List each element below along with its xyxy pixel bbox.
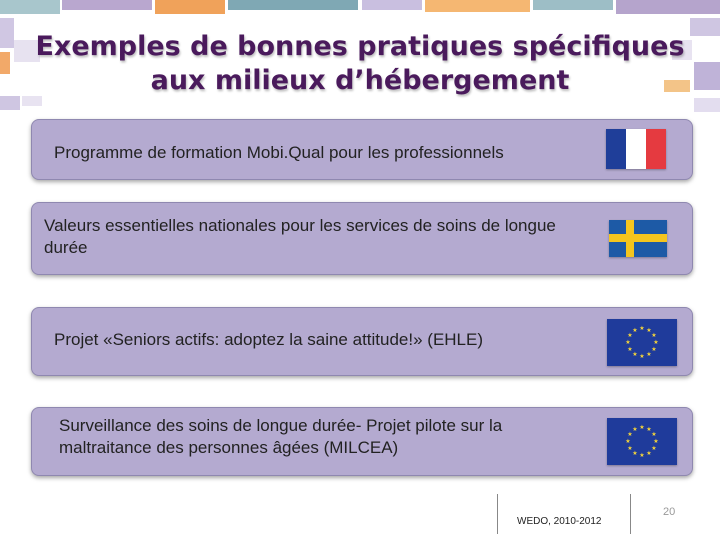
svg-text:★: ★ [625, 438, 631, 445]
practice-card-sweden-values [31, 202, 693, 275]
svg-text:★: ★ [651, 346, 657, 353]
page-number: 20 [663, 506, 676, 518]
svg-text:★: ★ [632, 426, 638, 433]
practice-card-milcea [31, 407, 693, 476]
svg-text:★: ★ [639, 452, 645, 459]
svg-text:★: ★ [627, 445, 633, 452]
svg-text:★: ★ [646, 450, 652, 457]
svg-text:★: ★ [646, 426, 652, 433]
svg-text:★: ★ [639, 353, 645, 360]
eu-flag-icon [607, 418, 677, 465]
svg-text:★: ★ [651, 431, 657, 438]
svg-text:★: ★ [639, 424, 645, 431]
svg-text:★: ★ [627, 346, 633, 353]
slide-title [0, 30, 720, 98]
practice-card-mobiqual [31, 119, 693, 180]
practice-card-text: Surveillance des soins de longue durée- Projet pilote sur la maltraitance des personnes âgées (MILCEA) [59, 416, 503, 457]
svg-text:★: ★ [639, 325, 645, 332]
svg-text:★: ★ [646, 327, 652, 334]
svg-text:★: ★ [632, 351, 638, 358]
practice-card-text: Projet «Seniors actifs: adoptez la saine attitude!» (EHLE) [54, 330, 484, 349]
footer-divider [497, 494, 631, 534]
svg-text:★: ★ [646, 351, 652, 358]
practice-card-text: Programme de formation Mobi.Qual pour les professionnels [54, 143, 504, 162]
svg-text:★: ★ [625, 339, 631, 346]
slide-title-line2: aux milieux d’hébergement [150, 65, 570, 96]
practice-card-ehle [31, 307, 693, 376]
svg-text:★: ★ [627, 332, 633, 339]
svg-text:★: ★ [651, 332, 657, 339]
svg-text:★: ★ [653, 339, 659, 346]
practice-card-text: Valeurs essentielles nationales pour les services de soins de longue durée [44, 216, 556, 257]
svg-text:★: ★ [651, 445, 657, 452]
france-flag-icon [606, 129, 666, 169]
svg-text:★: ★ [632, 327, 638, 334]
svg-text:★: ★ [627, 431, 633, 438]
eu-flag-icon [607, 319, 677, 366]
svg-text:★: ★ [653, 438, 659, 445]
svg-text:★: ★ [632, 450, 638, 457]
sweden-flag-icon [609, 220, 667, 257]
slide-title-line1: Exemples de bonnes pratiques spécifiques [35, 31, 685, 62]
footer-text: WEDO, 2010-2012 [517, 516, 602, 527]
